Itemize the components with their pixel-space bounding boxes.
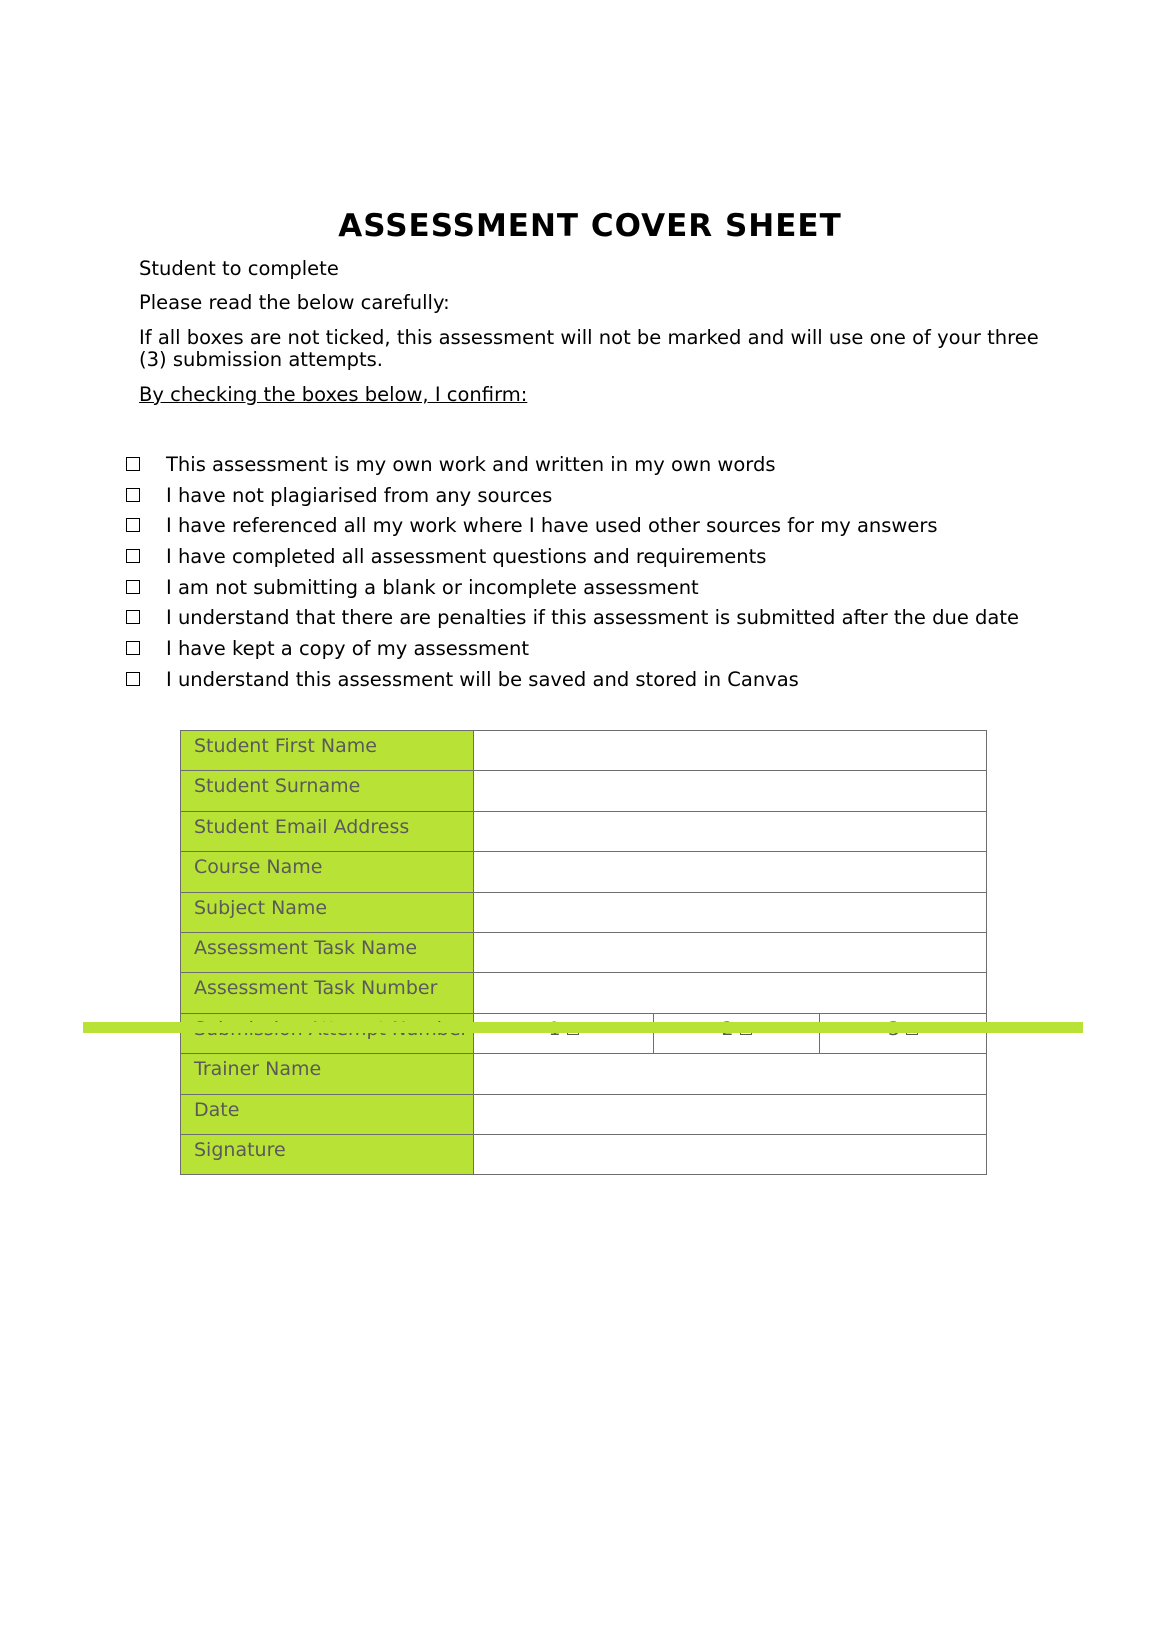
field-label-subject-name: Subject Name (181, 892, 474, 932)
field-label-student-surname: Student Surname (181, 771, 474, 811)
checklist-item[interactable] (126, 514, 1019, 545)
table-row (181, 1094, 987, 1134)
student-details-table (180, 730, 987, 1175)
signature-field[interactable] (474, 1134, 987, 1174)
checklist-item-label: I am not submitting a blank or incomplete assessment (166, 575, 699, 599)
date-field[interactable] (474, 1094, 987, 1134)
checklist-item-label: I have referenced all my work where I have used other sources for my answers (166, 514, 938, 538)
assessment-task-name-field[interactable] (474, 932, 987, 972)
field-label-submission-attempt (181, 1013, 474, 1053)
checkbox[interactable] (126, 580, 140, 594)
intro-warning: If all boxes are not ticked, this assessment will not be marked and will use one of your three (3) submission attempts. (139, 326, 1039, 371)
field-label-assessment-task-name: Assessment Task Name (181, 932, 474, 972)
table-row (181, 731, 987, 771)
checklist-item[interactable] (126, 545, 1019, 576)
table-row (181, 973, 987, 1013)
table-row (181, 811, 987, 851)
checkbox[interactable] (126, 672, 140, 686)
student-email-field[interactable] (474, 811, 987, 851)
checkbox[interactable] (126, 488, 140, 502)
checklist-item-label: I have not plagiarised from any sources (166, 483, 553, 507)
checkbox[interactable] (126, 518, 140, 532)
field-label-course-name: Course Name (181, 852, 474, 892)
checkbox[interactable] (126, 457, 140, 471)
intro-student-to-complete: Student to complete (139, 257, 339, 280)
checklist-item-label: I have kept a copy of my assessment (166, 637, 530, 661)
confirmation-checklist (126, 453, 1019, 699)
checklist-item[interactable] (126, 637, 1019, 668)
table-row (181, 932, 987, 972)
checkbox[interactable] (126, 641, 140, 655)
checklist-item-label: I have completed all assessment questions and requirements (166, 545, 767, 569)
checklist-item[interactable] (126, 484, 1019, 515)
attempt-option-1[interactable] (474, 1013, 654, 1053)
decorative-green-bar (83, 1022, 1083, 1033)
intro-read-carefully: Please read the below carefully: (139, 291, 450, 314)
field-label-signature: Signature (181, 1134, 474, 1174)
table-row (181, 771, 987, 811)
page-title: ASSESSMENT COVER SHEET (338, 208, 842, 244)
table-row (181, 892, 987, 932)
checkbox[interactable] (126, 549, 140, 563)
field-label-student-first-name: Student First Name (181, 731, 474, 771)
checklist-item-label: I understand that there are penalties if this assessment is submitted after the due date (166, 606, 1020, 630)
table-row (181, 1013, 987, 1053)
student-surname-field[interactable] (474, 771, 987, 811)
field-label-trainer-name: Trainer Name (181, 1054, 474, 1094)
checkbox[interactable] (126, 610, 140, 624)
checklist-item[interactable] (126, 668, 1019, 699)
field-label-student-email: Student Email Address (181, 811, 474, 851)
checklist-item[interactable] (126, 576, 1019, 607)
checklist-item-label: I understand this assessment will be saved and stored in Canvas (166, 667, 799, 691)
table-row (181, 1134, 987, 1174)
table-row (181, 1054, 987, 1094)
subject-name-field[interactable] (474, 892, 987, 932)
attempt-option-2[interactable] (654, 1013, 820, 1053)
field-label-date: Date (181, 1094, 474, 1134)
assessment-task-number-field[interactable] (474, 973, 987, 1013)
attempt-option-3[interactable] (820, 1013, 987, 1053)
field-label-assessment-task-number: Assessment Task Number (181, 973, 474, 1013)
trainer-name-field[interactable] (474, 1054, 987, 1094)
checklist-item-label: This assessment is my own work and written in my own words (166, 453, 776, 476)
table-row (181, 852, 987, 892)
intro-confirm-heading: By checking the boxes below, I confirm: (139, 383, 528, 406)
checklist-item[interactable] (126, 453, 1019, 484)
checklist-item[interactable] (126, 606, 1019, 637)
course-name-field[interactable] (474, 852, 987, 892)
student-first-name-field[interactable] (474, 731, 987, 771)
